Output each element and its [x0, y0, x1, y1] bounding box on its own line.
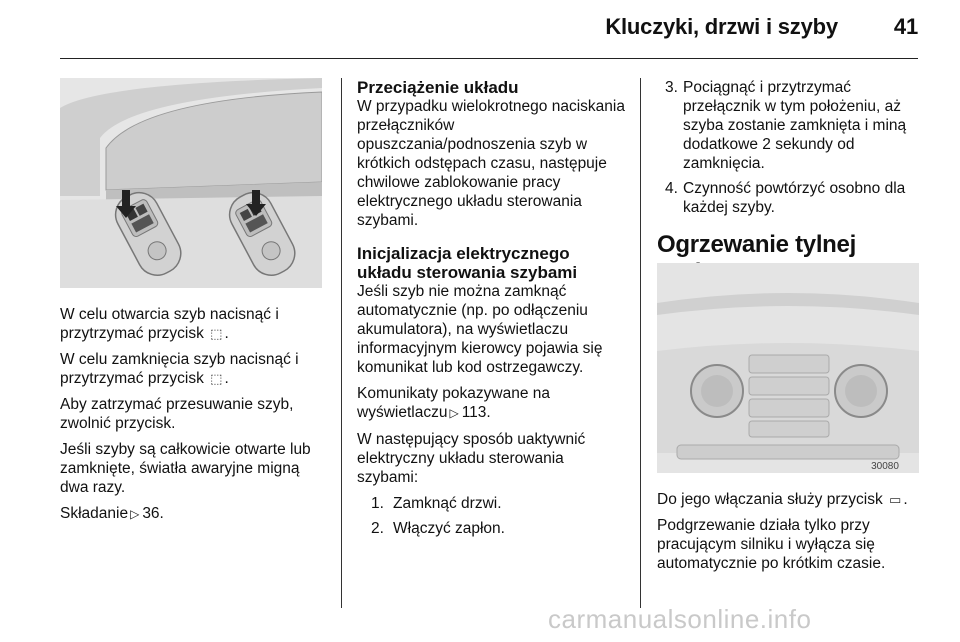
step-number: 4. [665, 180, 678, 197]
list-item [357, 519, 627, 538]
paragraph-enable [657, 490, 927, 509]
window-door-illustration [60, 78, 322, 288]
paragraph-stop: Aby zatrzymać przesuwanie szyb, zwolnić przycisk. [60, 396, 294, 432]
text: W celu zamknięcia szyb nacisnąć i przytrzymać przycisk [60, 351, 299, 387]
paragraph-overload: W przypadku wielokrotnego naciskania przełączników opuszczania/podnoszenia szyb w krótkich odstępach czasu, następuje chwilowe zablokowanie pracy elektrycznego układu sterowania szybami. [357, 98, 625, 229]
paragraph-folding [60, 504, 330, 524]
climate-panel-graphic [657, 263, 919, 473]
watermark: carmanualsonline.info [548, 604, 812, 634]
image-code: 30080 [871, 461, 899, 472]
text: . [224, 370, 229, 387]
step-text: Włączyć zapłon. [393, 520, 505, 537]
column-divider [341, 78, 342, 608]
column-2 [357, 78, 627, 544]
step-text: Pociągnąć i przytrzymać przełącznik w tym położeniu, aż szyba zostanie zamknięta i miną dodatkowe 2 sekundy od zamknięcia. [683, 79, 907, 172]
paragraph-hazard: Jeśli szyby są całkowicie otwarte lub zamknięte, światła awaryjne migną dwa razy. [60, 441, 311, 496]
steps-list [657, 78, 927, 217]
list-item [357, 494, 627, 513]
column-3-lower [657, 490, 927, 580]
paragraph-close [60, 350, 330, 388]
climate-control-illustration [657, 263, 919, 473]
heading-overload: Przeciążenie układu [357, 78, 519, 97]
text: Komunikaty pokazywane na wyświetlaczu [357, 385, 551, 421]
paragraph-activate: W następujący sposób uaktywnić elektryczny układu sterowania szybami: [357, 431, 586, 486]
column-divider [640, 78, 641, 608]
page-reference-icon: ▷ [130, 507, 140, 521]
paragraph-open [60, 305, 330, 343]
text: . [224, 325, 229, 342]
step-number: 2. [371, 520, 384, 537]
page-header [605, 14, 918, 40]
step-text: Zamknąć drzwi. [393, 495, 502, 512]
text: W celu otwarcia szyb nacisnąć i przytrzymać przycisk [60, 306, 279, 342]
step-text: Czynność powtórzyć osobno dla każdej szyby. [683, 180, 906, 216]
paragraph-initialization: Jeśli szyb nie można zamknąć automatycznie (np. po odłączeniu akumulatora), na wyświetlaczu informacyjnym kierowcy pojawia się komunikat lub kod ostrzegawczy. [357, 283, 603, 376]
key-fob-window-illustration [60, 78, 322, 288]
page-reference[interactable]: 36. [142, 505, 164, 522]
window-close-icon: ⬚ [210, 371, 223, 386]
page-number: 41 [893, 14, 918, 39]
paragraph-messages [357, 384, 627, 423]
section-title: Kluczyki, drzwi i szyby [605, 14, 838, 39]
page-reference[interactable]: 113. [461, 404, 491, 421]
text: Składanie [60, 505, 129, 522]
step-number: 1. [371, 495, 384, 512]
steps-list [357, 494, 627, 538]
text: . [903, 491, 908, 508]
list-item [657, 78, 927, 173]
column-1 [60, 305, 330, 531]
heading-rear-window-heating: Ogrzewanie tylnej [657, 231, 856, 258]
header-rule [60, 58, 918, 59]
list-item [657, 179, 927, 217]
page-reference-icon: ▷ [449, 406, 459, 420]
paragraph-heating: Podgrzewanie działa tylko przy pracującym silniku i wyłącza się automatycznie po krótkim czasie. [657, 517, 886, 572]
text: Do jego włączania służy przycisk [657, 491, 883, 508]
step-number: 3. [665, 79, 678, 96]
heading-initialization: Inicjalizacja elektrycznego układu sterowania szybami [357, 244, 578, 282]
rear-defrost-icon: ▭ [889, 492, 902, 507]
window-open-icon: ⬚ [210, 326, 223, 341]
